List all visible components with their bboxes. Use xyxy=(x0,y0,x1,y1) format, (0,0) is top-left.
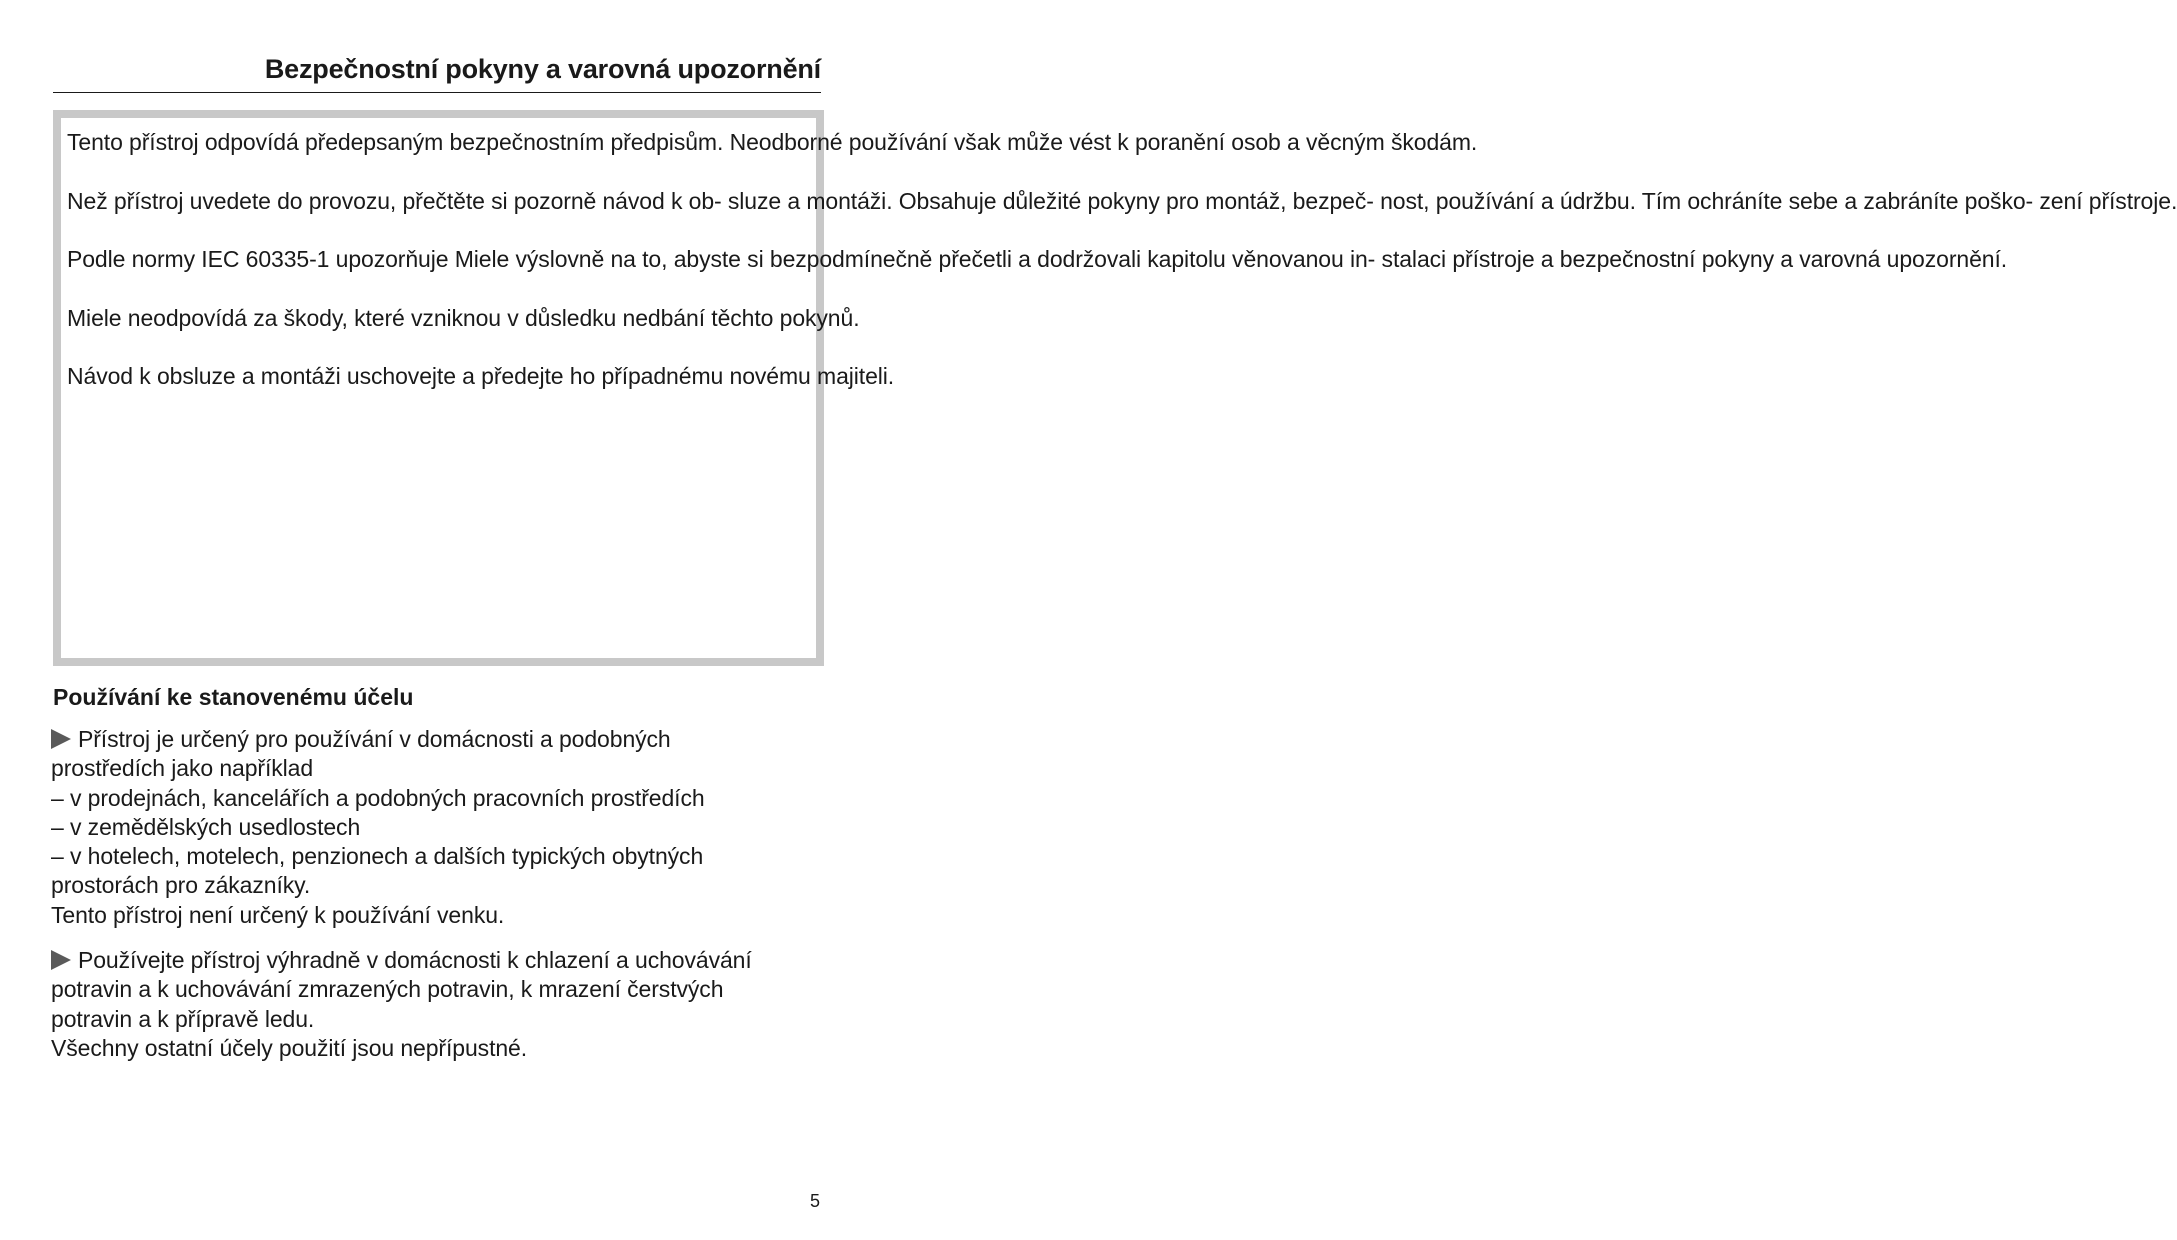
text-line: – v zemědělských usedlostech xyxy=(51,813,361,840)
notice-paragraph xyxy=(67,128,1478,158)
notice-paragraph xyxy=(67,362,895,392)
text-line: těchto pokynů. xyxy=(711,304,860,331)
bullet-paragraph xyxy=(51,946,831,1063)
bullet-paragraph xyxy=(51,725,831,930)
text-line: Tento přístroj odpovídá předepsaným bezpečnostním předpisům. xyxy=(67,129,724,155)
text-line: – v hotelech, motelech, penzionech a dalších typických obytných xyxy=(51,843,704,870)
section-title: Používání ke stanovenému účelu xyxy=(53,684,414,710)
page-title: Bezpečnostní pokyny a varovná upozornění xyxy=(264,54,821,84)
text-line: Neodborné používání však může vést k poranění osob a věcným xyxy=(729,129,1385,155)
text-line: novému majiteli. xyxy=(729,363,895,389)
text-line: potravin a k přípravě ledu. xyxy=(51,1005,315,1032)
text-line: zení přístroje. xyxy=(2039,187,2177,214)
text-line: sluze a montáži. Obsahuje důležité pokyny pro montáž, bezpeč- xyxy=(727,187,1374,214)
text-line: Návod k obsluze a montáži uschovejte a předejte ho případnému xyxy=(67,363,724,389)
text-line: Než přístroj uvedete do provozu, přečtěte si pozorně návod k ob- xyxy=(67,187,722,214)
text-line-content: Používejte přístroj výhradně v domácnosti k chlazení a uchovávání xyxy=(78,947,752,974)
text-line xyxy=(51,946,831,975)
text-line: Všechny ostatní účely použití jsou nepřípustné. xyxy=(51,1034,528,1061)
triangle-bullet-icon xyxy=(51,729,71,749)
page-number: 5 xyxy=(809,1191,820,1211)
text-line: Tento přístroj není určený k používání venku. xyxy=(51,901,505,928)
notice-paragraph xyxy=(67,245,2008,275)
text-line: nost, používání a údržbu. Tím ochráníte sebe a zabráníte poško- xyxy=(1380,187,2034,214)
notice-paragraph xyxy=(67,187,2177,217)
text-line: si bezpodmínečně přečetli a dodržovali kapitolu věnovanou in- xyxy=(747,246,1376,272)
text-line: – v prodejnách, kancelářích a podobných pracovních prostředích xyxy=(51,784,705,811)
text-line: potravin a k uchovávání zmrazených potravin, k mrazení čerstvých xyxy=(51,976,724,1003)
text-line: prostorách pro zákazníky. xyxy=(51,872,311,899)
page-header xyxy=(53,54,821,93)
text-line: Miele neodpovídá za škody, které vzniknou v důsledku nedbání xyxy=(67,304,705,331)
text-line: prostředích jako například xyxy=(51,755,314,782)
text-line: Podle normy IEC 60335-1 upozorňuje Miele výslovně na to, abyste xyxy=(67,246,741,272)
text-line-content: Přístroj je určený pro používání v domácnosti a podobných xyxy=(78,726,671,752)
triangle-bullet-icon xyxy=(51,950,71,970)
section-body xyxy=(51,725,831,1079)
text-line: stalaci přístroje a bezpečnostní pokyny a varovná upozornění. xyxy=(1381,246,2008,272)
text-line: škodám. xyxy=(1390,129,1478,155)
safety-notice-box xyxy=(53,110,2177,666)
notice-paragraph xyxy=(67,304,860,334)
text-line xyxy=(51,725,831,754)
